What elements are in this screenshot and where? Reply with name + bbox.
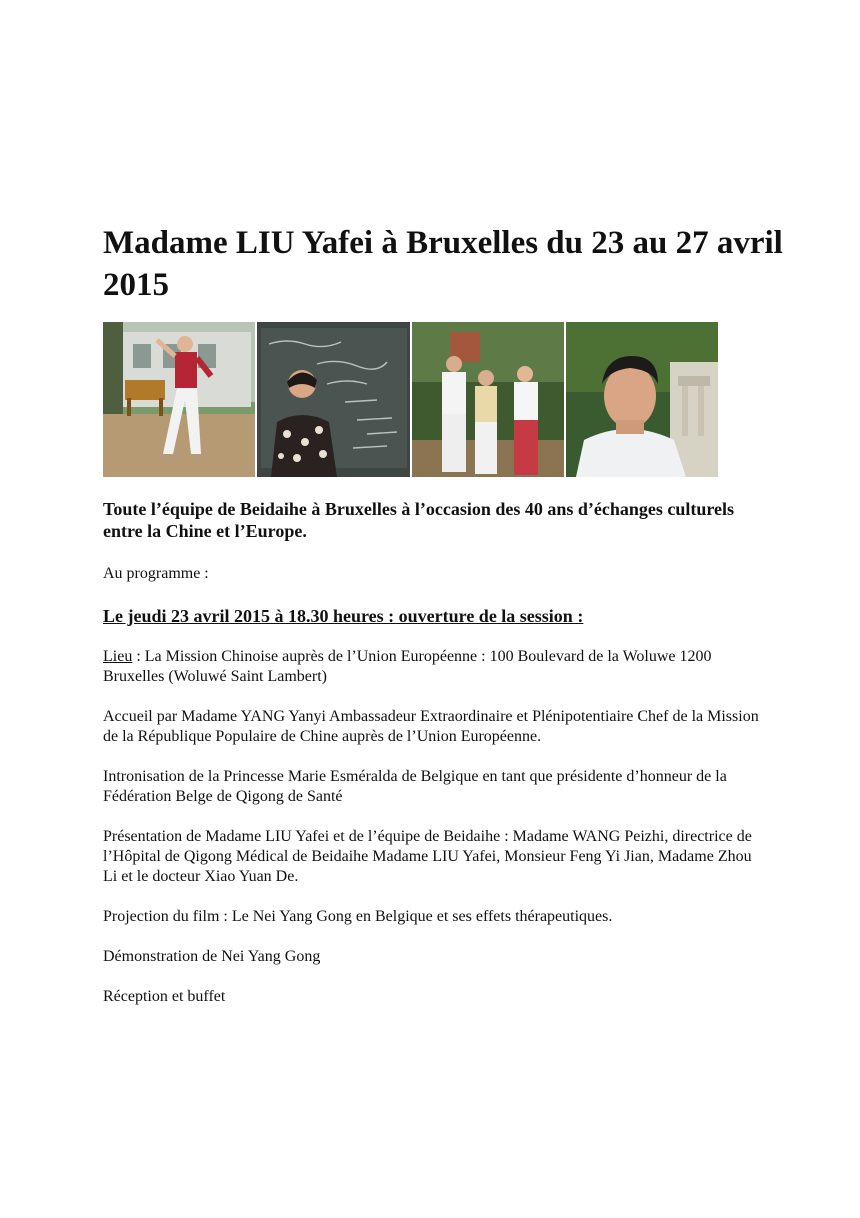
photo-group-park — [412, 322, 564, 477]
location-paragraph — [103, 647, 763, 687]
paragraph-demonstration: Démonstration de Nei Yang Gong — [103, 948, 321, 965]
page-title: Madame LIU Yafei à Bruxelles du 23 au 27 avril 2015 — [103, 225, 783, 303]
location-text: : La Mission Chinoise auprès de l’Union Européenne : 100 Boulevard de la Woluwe 1200 Bruxelles (Woluwé Saint Lambert) — [103, 648, 712, 685]
paragraph-enthronement: Intronisation de la Princesse Marie Esméralda de Belgique en tant que présidente d’honneur de la Fédération Belge de Qigong de Santé — [103, 768, 727, 805]
photo-strip — [103, 322, 718, 477]
location-label: Lieu — [103, 648, 133, 665]
lead-paragraph: Toute l’équipe de Beidaihe à Bruxelles à l’occasion des 40 ans d’échanges culturels entre la Chine et l’Europe. — [103, 499, 735, 541]
program-intro: Au programme : — [103, 565, 209, 582]
photo-portrait-man — [566, 322, 718, 477]
paragraph-film: Projection du film : Le Nei Yang Gong en Belgique et ses effets thérapeutiques. — [103, 908, 613, 925]
photo-chalkboard — [257, 322, 410, 477]
photo-tai-chi-outdoor — [103, 322, 255, 477]
paragraph-reception: Réception et buffet — [103, 988, 226, 1005]
paragraph-presentation: Présentation de Madame LIU Yafei et de l’équipe de Beidaihe : Madame WANG Peizhi, directrice de l’Hôpital de Qigong Médical de Beidaihe Madame LIU Yafei, Monsieur Feng Yi Jian, Madame Zhou Li et le docteur Xiao Yuan De. — [103, 828, 752, 885]
paragraph-welcome: Accueil par Madame YANG Yanyi Ambassadeur Extraordinaire et Plénipotentiaire Chef de la Mission de la République Populaire de Chine auprès de l’Union Européenne. — [103, 708, 759, 745]
session-heading: Le jeudi 23 avril 2015 à 18.30 heures : ouverture de la session : — [103, 606, 584, 626]
